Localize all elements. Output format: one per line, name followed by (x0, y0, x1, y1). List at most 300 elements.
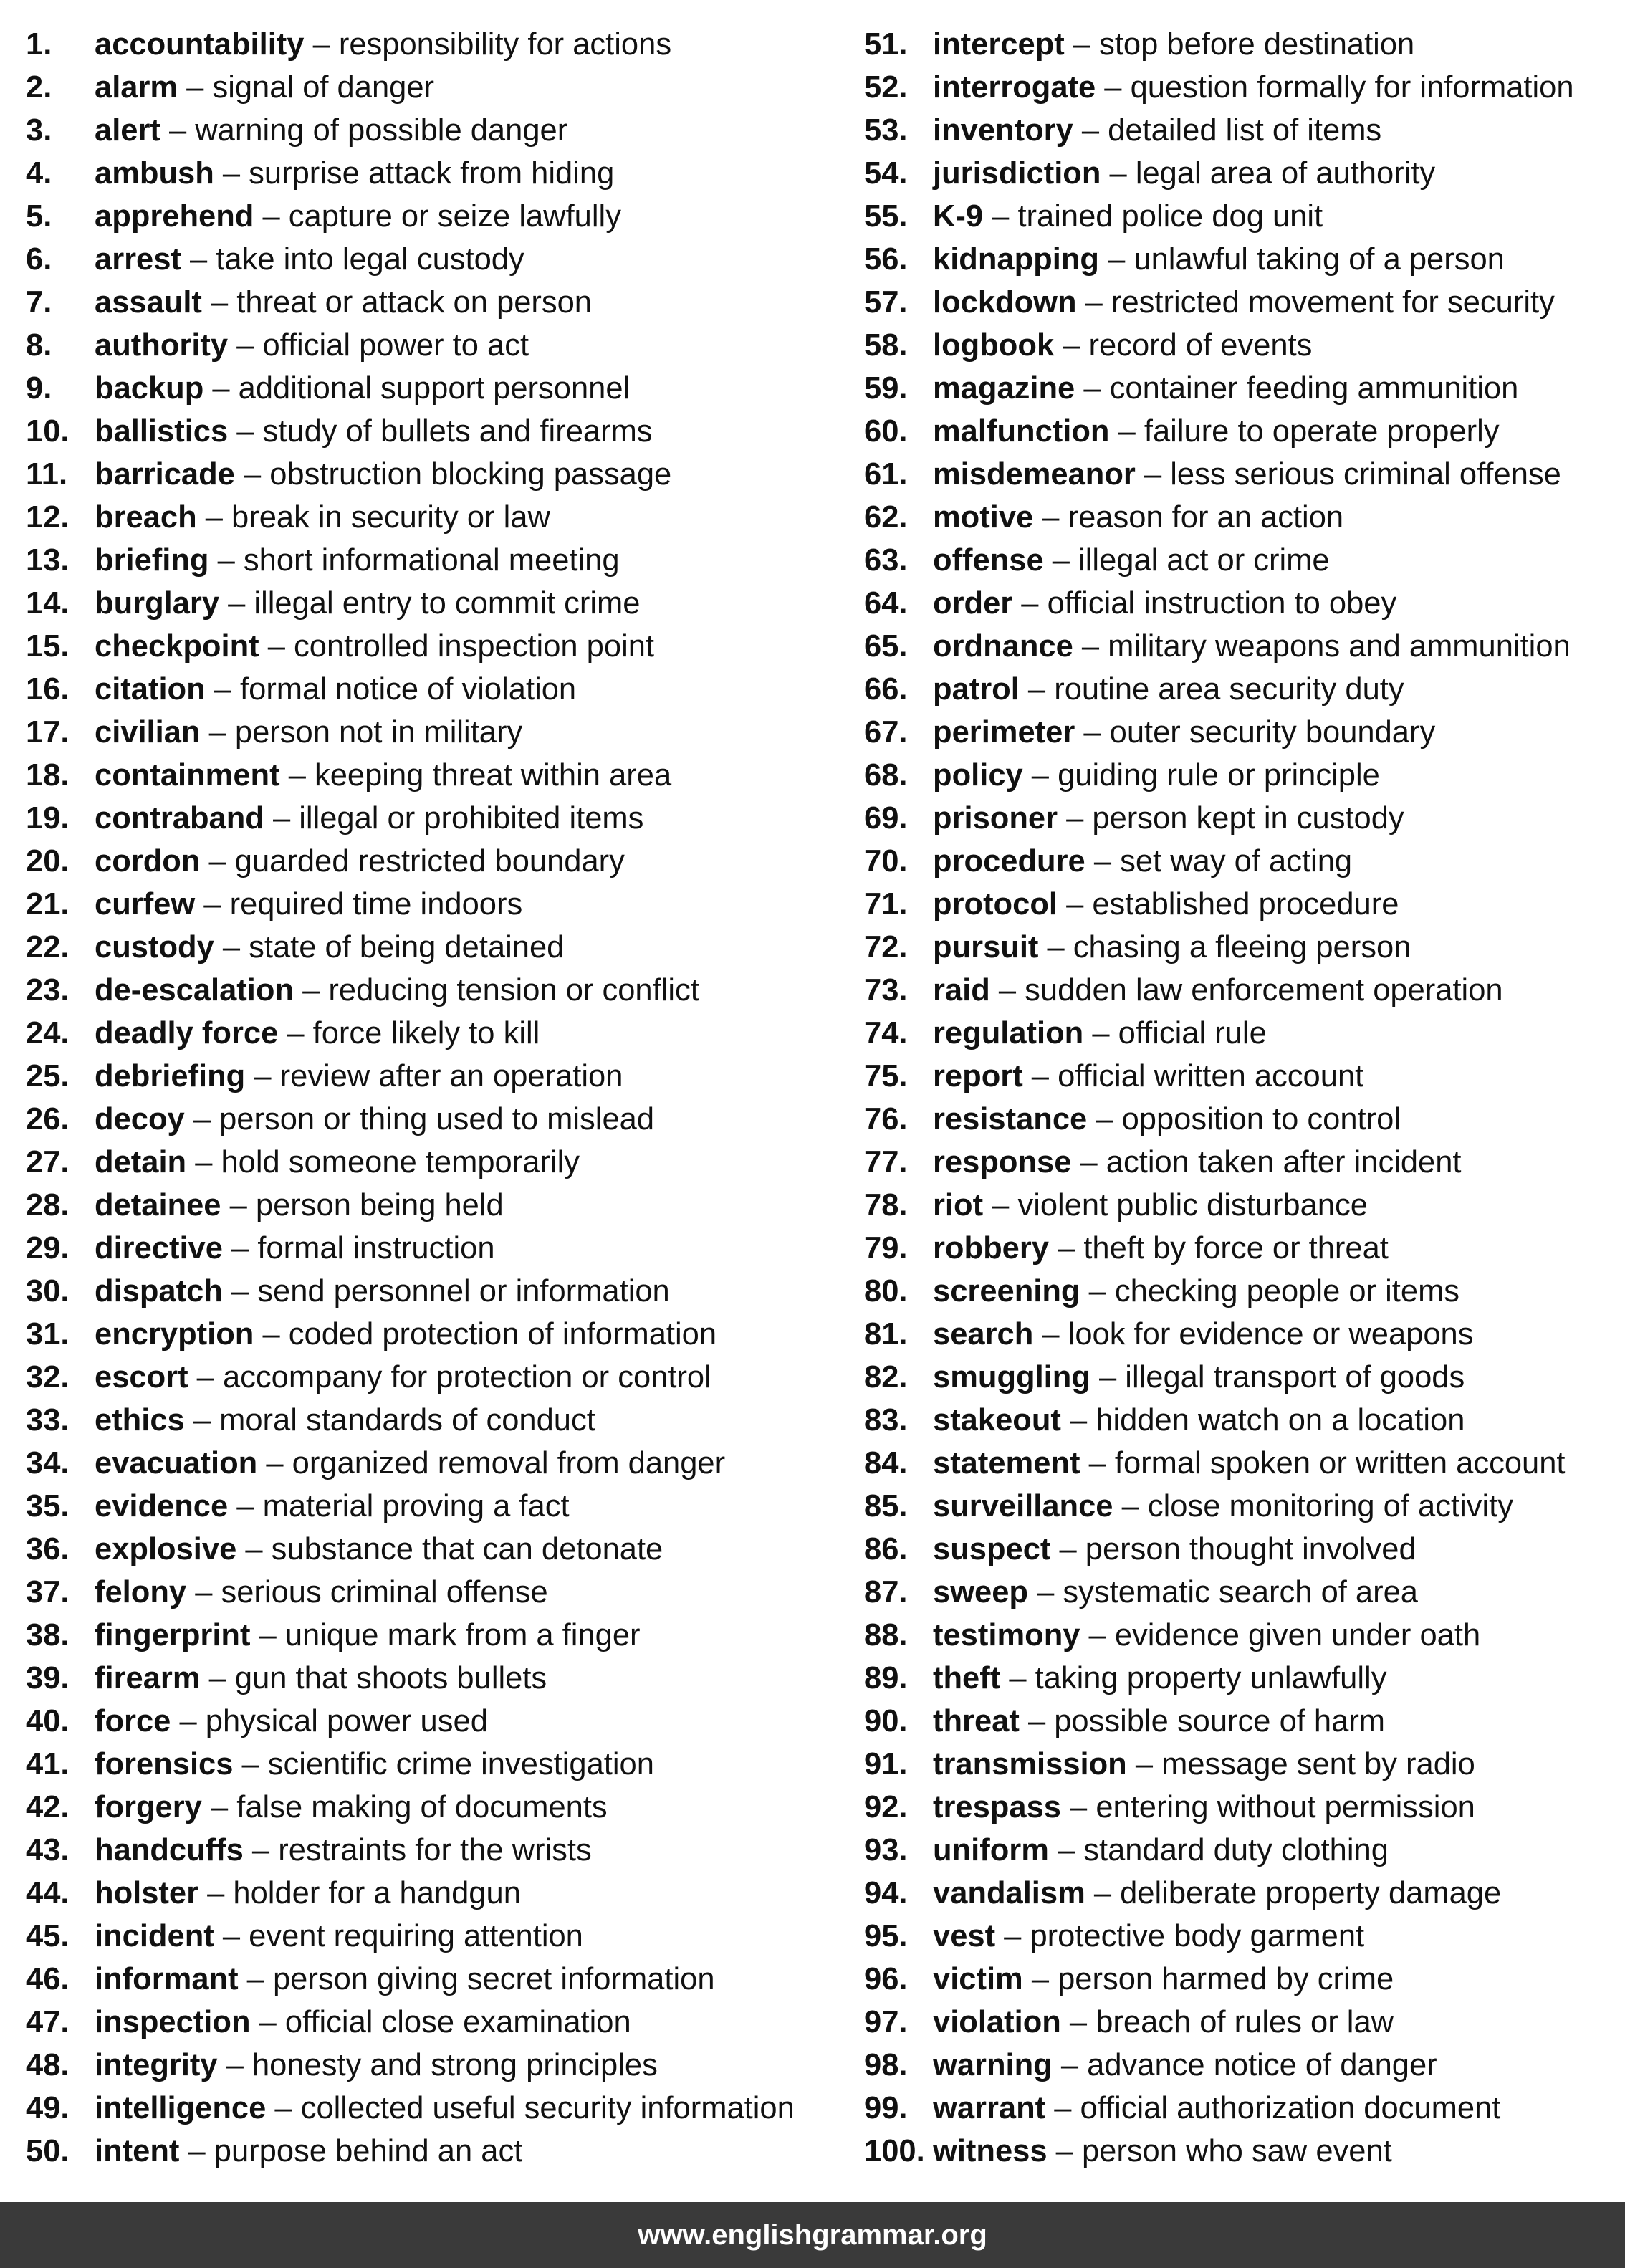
vocabulary-column-left (26, 23, 835, 2173)
vocabulary-term: report (933, 1059, 1023, 1094)
term-separator: – (1126, 1747, 1162, 1781)
item-entry (933, 66, 1574, 109)
item-number: 81. (864, 1317, 908, 1351)
item-entry (95, 1227, 495, 1270)
vocabulary-term: dispatch (95, 1274, 223, 1308)
item-number: 27. (26, 1145, 69, 1180)
term-separator: – (1048, 1231, 1084, 1265)
term-separator: – (254, 1317, 289, 1351)
term-definition: threat or attack on person (236, 285, 593, 320)
vocabulary-item (26, 668, 835, 711)
vocabulary-item (864, 1141, 1624, 1184)
vocabulary-term: vandalism (933, 1876, 1085, 1910)
item-entry (95, 195, 621, 238)
item-entry (95, 109, 567, 152)
vocabulary-item (26, 969, 835, 1012)
item-number: 87. (864, 1575, 908, 1609)
item-entry (95, 1012, 540, 1055)
vocabulary-term: stakeout (933, 1403, 1061, 1437)
term-definition: honesty and strong principles (251, 2048, 658, 2082)
vocabulary-item (26, 2001, 835, 2044)
item-number: 90. (864, 1704, 908, 1738)
item-number: 35. (26, 1489, 69, 1523)
term-separator: – (200, 1661, 235, 1695)
term-definition: additional support personnel (238, 371, 631, 406)
item-number: 5. (26, 199, 52, 234)
vocabulary-item (864, 410, 1624, 453)
term-definition: theft by force or threat (1083, 1231, 1389, 1265)
vocabulary-item (864, 1528, 1624, 1571)
vocabulary-item (864, 797, 1624, 840)
term-definition: legal area of authority (1135, 156, 1436, 191)
vocabulary-item (864, 1915, 1624, 1958)
vocabulary-item (864, 367, 1624, 410)
item-number: 6. (26, 242, 52, 277)
item-number: 49. (26, 2091, 69, 2125)
item-entry (933, 23, 1414, 66)
term-definition: established procedure (1092, 887, 1399, 922)
term-definition: organized removal from danger (292, 1446, 726, 1480)
term-separator: – (304, 27, 339, 62)
item-number: 72. (864, 930, 908, 965)
vocabulary-term: suspect (933, 1532, 1051, 1566)
item-number: 66. (864, 672, 908, 707)
item-number: 32. (26, 1360, 69, 1394)
item-number: 7. (26, 285, 52, 320)
item-entry (95, 1356, 711, 1399)
vocabulary-item (864, 1098, 1624, 1141)
item-number: 8. (26, 328, 52, 363)
vocabulary-item (26, 195, 835, 238)
item-entry (95, 754, 671, 797)
item-number: 63. (864, 543, 908, 578)
vocabulary-item (864, 1313, 1624, 1356)
vocabulary-term: sweep (933, 1575, 1028, 1609)
term-definition: state of being detained (249, 930, 565, 965)
term-separator: – (196, 500, 232, 535)
vocabulary-item (864, 195, 1624, 238)
term-definition: military weapons and ammunition (1108, 629, 1571, 664)
item-number: 91. (864, 1747, 908, 1781)
item-entry (95, 1055, 623, 1098)
term-definition: guiding rule or principle (1058, 758, 1380, 793)
term-separator: – (1060, 1790, 1096, 1824)
term-definition: formal instruction (257, 1231, 495, 1265)
item-number: 71. (864, 887, 908, 922)
item-entry (95, 1528, 663, 1571)
item-number: 20. (26, 844, 69, 879)
vocabulary-term: offense (933, 543, 1044, 578)
term-definition: illegal transport of goods (1125, 1360, 1465, 1394)
vocabulary-term: alarm (95, 70, 178, 105)
vocabulary-item (864, 496, 1624, 539)
item-entry (933, 1442, 1566, 1485)
vocabulary-term: intent (95, 2134, 180, 2168)
term-separator: – (184, 1403, 220, 1437)
term-separator: – (188, 1360, 223, 1394)
item-number: 31. (26, 1317, 69, 1351)
vocabulary-term: violation (933, 2005, 1061, 2039)
vocabulary-item (26, 109, 835, 152)
term-definition: container feeding ammunition (1109, 371, 1519, 406)
vocabulary-item (26, 1141, 835, 1184)
term-definition: serious criminal offense (221, 1575, 548, 1609)
term-separator: – (208, 543, 244, 578)
item-entry (95, 1915, 583, 1958)
item-number: 9. (26, 371, 52, 406)
vocabulary-term: fingerprint (95, 1618, 251, 1652)
item-entry (933, 195, 1323, 238)
item-number: 34. (26, 1446, 69, 1480)
vocabulary-item (26, 582, 835, 625)
term-definition: outer security boundary (1109, 715, 1436, 750)
item-number: 24. (26, 1016, 69, 1051)
item-entry (933, 1958, 1394, 2001)
term-separator: – (243, 1833, 279, 1867)
term-definition: person harmed by crime (1058, 1962, 1394, 1996)
term-definition: routine area security duty (1054, 672, 1404, 707)
item-entry (933, 2001, 1394, 2044)
item-entry (95, 840, 625, 883)
item-number: 15. (26, 629, 69, 664)
vocabulary-term: burglary (95, 586, 220, 621)
vocabulary-item (26, 754, 835, 797)
term-definition: purpose behind an act (214, 2134, 523, 2168)
term-definition: short informational meeting (243, 543, 620, 578)
item-number: 1. (26, 27, 52, 62)
item-number: 26. (26, 1102, 69, 1137)
vocabulary-term: victim (933, 1962, 1023, 1996)
item-number: 52. (864, 70, 908, 105)
vocabulary-item (26, 625, 835, 668)
vocabulary-item (864, 1227, 1624, 1270)
item-number: 70. (864, 844, 908, 879)
term-definition: standard duty clothing (1083, 1833, 1389, 1867)
term-separator: – (1060, 1403, 1096, 1437)
term-definition: force likely to kill (312, 1016, 540, 1051)
term-definition: possible source of harm (1054, 1704, 1386, 1738)
term-definition: less serious criminal offense (1170, 457, 1561, 492)
term-definition: false making of documents (236, 1790, 608, 1824)
term-separator: – (294, 973, 329, 1008)
term-separator: – (205, 672, 241, 707)
vocabulary-item (26, 1485, 835, 1528)
vocabulary-item (864, 1399, 1624, 1442)
vocabulary-term: prisoner (933, 801, 1058, 836)
term-separator: – (1099, 242, 1134, 277)
item-number: 13. (26, 543, 69, 578)
term-separator: – (250, 2005, 285, 2039)
vocabulary-term: debriefing (95, 1059, 246, 1094)
vocabulary-item (864, 66, 1624, 109)
term-separator: – (1101, 156, 1136, 191)
footer-bar (0, 2202, 1625, 2268)
term-separator: – (1076, 285, 1111, 320)
term-definition: illegal act or crime (1078, 543, 1330, 578)
item-entry (933, 1098, 1401, 1141)
item-number: 43. (26, 1833, 69, 1867)
term-definition: accompany for protection or control (222, 1360, 711, 1394)
term-separator: – (222, 1231, 258, 1265)
vocabulary-item (26, 2044, 835, 2087)
term-definition: gun that shoots bullets (234, 1661, 547, 1695)
term-separator: – (1109, 414, 1144, 449)
vocabulary-item (864, 1356, 1624, 1399)
item-entry (95, 281, 592, 324)
item-number: 60. (864, 414, 908, 449)
vocabulary-term: directive (95, 1231, 223, 1265)
vocabulary-term: explosive (95, 1532, 237, 1566)
item-entry (95, 1442, 725, 1485)
vocabulary-item (26, 1571, 835, 1614)
term-separator: – (214, 930, 249, 965)
term-separator: – (264, 801, 299, 836)
vocabulary-item (864, 1700, 1624, 1743)
term-definition: deliberate property damage (1120, 1876, 1502, 1910)
vocabulary-term: regulation (933, 1016, 1084, 1051)
item-number: 23. (26, 973, 69, 1008)
vocabulary-term: threat (933, 1704, 1020, 1738)
item-entry (933, 754, 1380, 797)
item-number: 59. (864, 371, 908, 406)
vocabulary-item (26, 1786, 835, 1829)
item-number: 3. (26, 113, 52, 148)
vocabulary-term: ballistics (95, 414, 229, 449)
item-entry (95, 23, 671, 66)
vocabulary-term: detain (95, 1145, 187, 1180)
vocabulary-term: inspection (95, 2005, 251, 2039)
vocabulary-term: briefing (95, 543, 209, 578)
vocabulary-term: accountability (95, 27, 305, 62)
item-number: 82. (864, 1360, 908, 1394)
term-separator: – (1087, 1102, 1122, 1137)
item-entry (933, 1055, 1363, 1098)
item-number: 88. (864, 1618, 908, 1652)
vocabulary-term: kidnapping (933, 242, 1099, 277)
vocabulary-item (864, 238, 1624, 281)
term-separator: – (257, 1446, 292, 1480)
vocabulary-item (864, 711, 1624, 754)
vocabulary-item (864, 1571, 1624, 1614)
vocabulary-column-right (864, 23, 1624, 2173)
term-separator: – (259, 629, 294, 664)
vocabulary-term: civilian (95, 715, 201, 750)
item-number: 39. (26, 1661, 69, 1695)
item-number: 80. (864, 1274, 908, 1308)
item-number: 95. (864, 1919, 908, 1953)
item-number: 86. (864, 1532, 908, 1566)
vocabulary-item (26, 1313, 835, 1356)
term-separator: – (1054, 328, 1089, 363)
vocabulary-item (26, 1227, 835, 1270)
item-entry (95, 2001, 631, 2044)
term-separator: – (1073, 629, 1108, 664)
item-entry (933, 2044, 1437, 2087)
item-entry (95, 324, 529, 367)
vocabulary-item (864, 1270, 1624, 1313)
vocabulary-item (864, 2001, 1624, 2044)
item-entry (95, 1313, 716, 1356)
item-number: 42. (26, 1790, 69, 1824)
item-entry (933, 797, 1404, 840)
item-number: 29. (26, 1231, 69, 1265)
vocabulary-item (26, 23, 835, 66)
term-separator: – (203, 371, 239, 406)
term-separator: – (160, 113, 196, 148)
vocabulary-item (26, 66, 835, 109)
item-entry (95, 668, 576, 711)
vocabulary-item (864, 2130, 1624, 2173)
term-definition: message sent by radio (1161, 1747, 1475, 1781)
vocabulary-item (26, 1743, 835, 1786)
item-entry (933, 1528, 1417, 1571)
vocabulary-term: decoy (95, 1102, 185, 1137)
term-definition: controlled inspection point (294, 629, 655, 664)
item-entry (95, 539, 620, 582)
term-separator: – (171, 1704, 206, 1738)
item-entry (95, 152, 614, 195)
vocabulary-term: backup (95, 371, 204, 406)
vocabulary-term: intelligence (95, 2091, 267, 2125)
item-entry (933, 1743, 1475, 1786)
item-number: 10. (26, 414, 69, 449)
vocabulary-item (864, 582, 1624, 625)
item-number: 25. (26, 1059, 69, 1094)
term-definition: close monitoring of activity (1147, 1489, 1513, 1523)
term-definition: surprise attack from hiding (249, 156, 615, 191)
item-entry (95, 969, 699, 1012)
term-separator: – (178, 70, 213, 105)
vocabulary-term: smuggling (933, 1360, 1090, 1394)
item-entry (933, 1872, 1501, 1915)
item-number: 58. (864, 328, 908, 363)
term-definition: event requiring attention (249, 1919, 583, 1953)
vocabulary-term: warning (933, 2048, 1053, 2082)
term-definition: person or thing used to mislead (219, 1102, 655, 1137)
term-separator: – (200, 844, 235, 879)
vocabulary-item (26, 711, 835, 754)
term-separator: – (279, 758, 315, 793)
term-definition: trained police dog unit (1017, 199, 1323, 234)
item-number: 12. (26, 500, 69, 535)
term-separator: – (983, 199, 1018, 234)
vocabulary-item (864, 539, 1624, 582)
vocabulary-item (864, 1442, 1624, 1485)
term-definition: unique mark from a finger (284, 1618, 641, 1652)
term-separator: – (1080, 1446, 1115, 1480)
vocabulary-item (26, 1055, 835, 1098)
term-separator: – (250, 1618, 285, 1652)
item-entry (933, 109, 1381, 152)
item-number: 68. (864, 758, 908, 793)
term-separator: – (245, 1059, 280, 1094)
item-entry (95, 2044, 658, 2087)
vocabulary-item (864, 969, 1624, 1012)
vocabulary-term: witness (933, 2134, 1048, 2168)
vocabulary-item (864, 1872, 1624, 1915)
term-definition: substance that can detonate (271, 1532, 663, 1566)
vocabulary-item (26, 539, 835, 582)
vocabulary-term: misdemeanor (933, 457, 1136, 492)
vocabulary-term: curfew (95, 887, 196, 922)
item-entry (933, 152, 1435, 195)
item-entry (95, 1614, 641, 1657)
vocabulary-term: uniform (933, 1833, 1049, 1867)
vocabulary-term: resistance (933, 1102, 1088, 1137)
item-number: 64. (864, 586, 908, 621)
vocabulary-item (26, 1614, 835, 1657)
term-separator: – (1019, 1704, 1055, 1738)
term-separator: – (234, 457, 270, 492)
term-definition: protective body garment (1030, 1919, 1365, 1953)
item-number: 41. (26, 1747, 69, 1781)
vocabulary-term: holster (95, 1876, 199, 1910)
item-number: 36. (26, 1532, 69, 1566)
item-number: 79. (864, 1231, 908, 1265)
vocabulary-term: theft (933, 1661, 1001, 1695)
term-definition: scientific crime investigation (267, 1747, 654, 1781)
vocabulary-term: ordnance (933, 629, 1073, 664)
vocabulary-term: barricade (95, 457, 235, 492)
vocabulary-item (26, 1184, 835, 1227)
vocabulary-item (864, 1055, 1624, 1098)
term-definition: official authorization document (1080, 2091, 1501, 2125)
item-number: 47. (26, 2005, 69, 2039)
term-separator: – (1083, 1016, 1118, 1051)
vocabulary-item (26, 1700, 835, 1743)
term-separator: – (201, 1790, 237, 1824)
item-number: 40. (26, 1704, 69, 1738)
term-definition: restricted movement for security (1111, 285, 1555, 320)
term-separator: – (228, 414, 263, 449)
term-definition: sudden law enforcement operation (1025, 973, 1503, 1008)
item-entry (95, 410, 653, 453)
vocabulary-term: assault (95, 285, 202, 320)
vocabulary-item (864, 668, 1624, 711)
term-separator: – (228, 328, 263, 363)
term-separator: – (1000, 1661, 1035, 1695)
vocabulary-term: pursuit (933, 930, 1039, 965)
vocabulary-item (26, 1270, 835, 1313)
vocabulary-term: alert (95, 113, 160, 148)
item-entry (933, 1399, 1465, 1442)
item-entry (95, 1743, 654, 1786)
vocabulary-item (864, 1958, 1624, 2001)
term-separator: – (1047, 2134, 1082, 2168)
term-separator: – (1019, 672, 1055, 707)
term-separator: – (989, 973, 1025, 1008)
item-entry (933, 1700, 1385, 1743)
term-definition: send personnel or information (257, 1274, 670, 1308)
item-entry (95, 1657, 547, 1700)
vocabulary-item (864, 1829, 1624, 1872)
vocabulary-term: informant (95, 1962, 239, 1996)
item-entry (95, 1700, 488, 1743)
term-separator: – (1012, 586, 1048, 621)
term-definition: responsibility for actions (338, 27, 672, 62)
term-definition: official rule (1118, 1016, 1267, 1051)
item-number: 75. (864, 1059, 908, 1094)
term-separator: – (278, 1016, 313, 1051)
term-definition: person kept in custody (1092, 801, 1404, 836)
term-separator: – (233, 1747, 268, 1781)
item-entry (95, 625, 654, 668)
term-definition: review after an operation (279, 1059, 623, 1094)
vocabulary-item (864, 23, 1624, 66)
term-separator: – (1096, 70, 1131, 105)
vocabulary-item (26, 1528, 835, 1571)
term-definition: checking people or items (1114, 1274, 1460, 1308)
